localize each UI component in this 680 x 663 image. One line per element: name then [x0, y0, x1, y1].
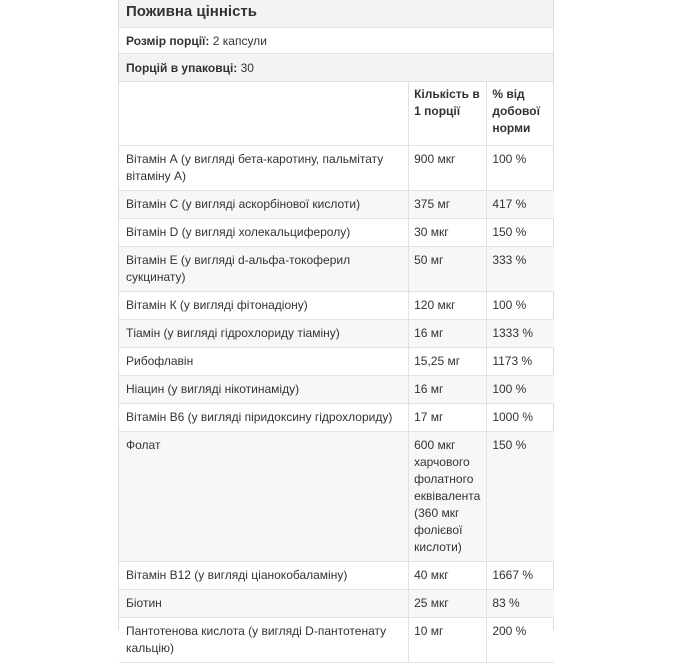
nutrient-daily-value: 1667 %: [487, 562, 554, 590]
serving-size-row: [119, 28, 553, 54]
nutrient-amount: 10 мг: [409, 618, 487, 663]
table-row: [119, 247, 554, 292]
table-row: [119, 219, 554, 247]
table-row: [119, 432, 554, 562]
nutrient-daily-value: 1000 %: [487, 404, 554, 432]
nutrient-amount: 25 мкг: [409, 590, 487, 618]
nutrient-amount: 30 мкг: [409, 219, 487, 247]
nutrient-amount: 16 мг: [409, 320, 487, 348]
nutrient-name: Тіамін (у вигляді гідрохлориду тіаміну): [119, 320, 409, 348]
table-row: [119, 562, 554, 590]
nutrient-amount: 600 мкг харчового фолатного еквівалента (360 мкг фолієвої кислоти): [409, 432, 487, 562]
nutrient-amount: 15,25 мг: [409, 348, 487, 376]
nutrient-daily-value: 100 %: [487, 292, 554, 320]
nutrient-name: Біотин: [119, 590, 409, 618]
nutrient-amount: 16 мг: [409, 376, 487, 404]
nutrient-name: Вітамін А (у вигляді бета-каротину, пальмітату вітаміну А): [119, 146, 409, 191]
nutrient-name: Вітамін С (у вигляді аскорбінової кислоти): [119, 191, 409, 219]
nutrient-daily-value: 150 %: [487, 432, 554, 562]
servings-per-container-row: [119, 54, 553, 82]
nutrient-daily-value: 1173 %: [487, 348, 554, 376]
nutrient-name: Вітамін В12 (у вигляді ціанокобаламіну): [119, 562, 409, 590]
panel-title: Поживна цінність: [119, 0, 553, 28]
nutrient-daily-value: 200 %: [487, 618, 554, 663]
nutrient-name: Фолат: [119, 432, 409, 562]
nutrients-table: [119, 82, 554, 663]
table-row: [119, 146, 554, 191]
servings-per-container-label: Порцій в упаковці:: [126, 61, 238, 75]
nutrient-daily-value: 150 %: [487, 219, 554, 247]
header-amount: Кількість в 1 порції: [409, 82, 487, 146]
nutrient-amount: 50 мг: [409, 247, 487, 292]
nutrient-name: Ніацин (у вигляді нікотинаміду): [119, 376, 409, 404]
nutrient-name: Вітамін Е (у вигляді d-альфа-токоферил сукцинату): [119, 247, 409, 292]
table-row: [119, 376, 554, 404]
nutrient-daily-value: 1333 %: [487, 320, 554, 348]
nutrient-name: Вітамін К (у вигляді фітонадіону): [119, 292, 409, 320]
table-row: [119, 348, 554, 376]
nutrient-amount: 40 мкг: [409, 562, 487, 590]
nutrient-daily-value: 83 %: [487, 590, 554, 618]
nutrient-amount: 900 мкг: [409, 146, 487, 191]
nutrient-daily-value: 417 %: [487, 191, 554, 219]
nutrient-name: Рибофлавін: [119, 348, 409, 376]
table-row: [119, 404, 554, 432]
nutrient-daily-value: 100 %: [487, 376, 554, 404]
header-nutrient: [119, 82, 409, 146]
nutrient-amount: 120 мкг: [409, 292, 487, 320]
nutrient-name: Пантотенова кислота (у вигляді D-пантотенату кальцію): [119, 618, 409, 663]
table-header-row: [119, 82, 554, 146]
table-row: [119, 191, 554, 219]
table-row: [119, 590, 554, 618]
nutrient-name: Вітамін D (у вигляді холекальциферолу): [119, 219, 409, 247]
nutrition-facts-panel: [118, 0, 554, 655]
table-row: [119, 320, 554, 348]
table-row: [119, 292, 554, 320]
header-daily-value: % від добової норми: [487, 82, 554, 146]
serving-size-value: 2 капсули: [209, 34, 267, 48]
table-row: [119, 618, 554, 663]
nutrient-amount: 17 мг: [409, 404, 487, 432]
nutrient-amount: 375 мг: [409, 191, 487, 219]
nutrient-daily-value: 100 %: [487, 146, 554, 191]
servings-per-container-value: 30: [237, 61, 254, 75]
nutrient-daily-value: 333 %: [487, 247, 554, 292]
nutrient-name: Вітамін В6 (у вигляді піридоксину гідрохлориду): [119, 404, 409, 432]
serving-size-label: Розмір порції:: [126, 34, 210, 48]
